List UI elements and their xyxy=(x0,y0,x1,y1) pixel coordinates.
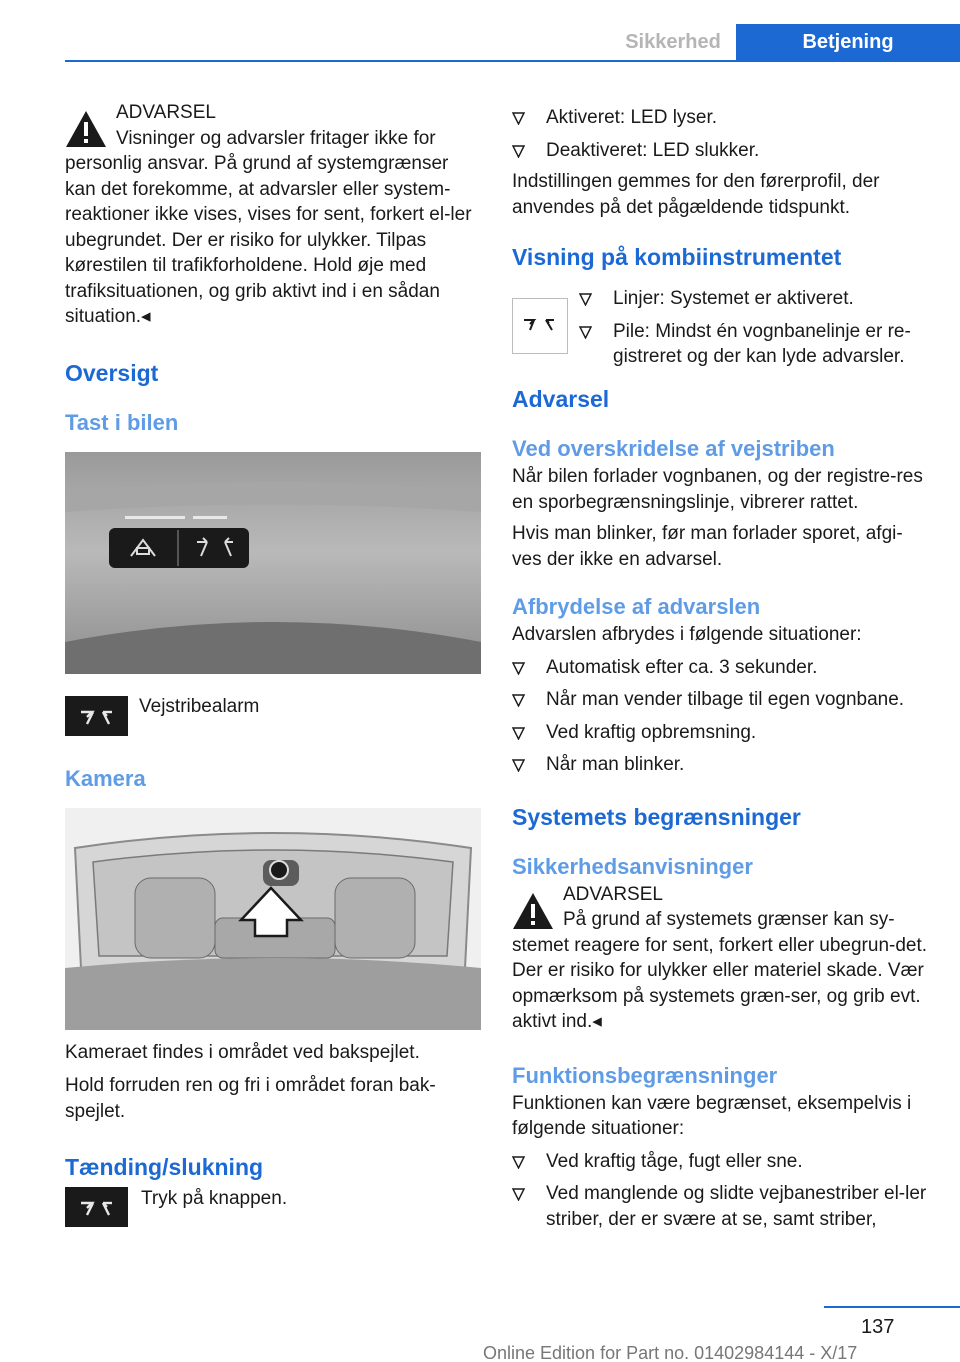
display-legend xyxy=(512,286,932,367)
lane-departure-icon xyxy=(65,696,128,736)
heading-afbrydelse: Afbrydelse af advarslen xyxy=(512,594,761,619)
list-item: Når man blinker. xyxy=(512,752,932,778)
button-caption: Vejstribealarm xyxy=(139,695,260,717)
bullet-triangle-icon xyxy=(512,112,525,125)
bullet-triangle-icon xyxy=(512,759,525,772)
lane-display-icon xyxy=(512,298,568,354)
bullet-triangle-icon xyxy=(512,727,525,740)
list-item: Automatisk efter ca. 3 sekunder. xyxy=(512,655,932,681)
afbrydelse-text: Advarslen afbrydes i følgende situationer: xyxy=(512,624,862,645)
right-column xyxy=(512,100,932,1232)
list-item: Ved kraftig opbremsning. xyxy=(512,720,932,746)
heading-visning: Visning på kombiinstrumentet xyxy=(512,244,842,270)
heading-oversigt: Oversigt xyxy=(65,359,159,386)
funktion-text: Funktionen kan være begrænset, eksempelvis i følgende situationer: xyxy=(512,1092,912,1139)
page-number: 137 xyxy=(861,1316,895,1338)
heading-taending-slukning: Tænding/slukning xyxy=(65,1154,264,1180)
warning-text: personlig ansvar. På grund af systemgrænser kan det forekomme, at advarsler eller system-reaktioner ikke vises, vises for sent, forkert el-ler ubegrundet. Der er risiko for ulykker. Tilpas kørestilen til trafikforholdene. Hold øje med trafiksituationen, og grib aktivt ind i en sådan situation.◂ xyxy=(65,153,472,327)
warning-text-first-line: Visninger og advarsler fritager ikke for xyxy=(116,127,436,149)
bullet-triangle-icon xyxy=(512,145,525,158)
heading-kamera: Kamera xyxy=(65,765,146,791)
header-rule xyxy=(65,60,960,62)
bullet-triangle-icon xyxy=(512,662,525,675)
car-button-photo xyxy=(65,452,481,674)
heading-advarsel: Advarsel xyxy=(512,386,610,412)
warning-title: ADVARSEL xyxy=(116,102,216,123)
bullet-triangle-icon xyxy=(512,694,525,707)
tab-sikkerhed[interactable]: Sikkerhed xyxy=(610,24,736,61)
warning-triangle-icon xyxy=(512,892,554,930)
heading-begraensninger: Systemets begrænsninger xyxy=(512,803,801,830)
bullet-triangle-icon xyxy=(579,326,592,339)
bullet-triangle-icon xyxy=(579,293,592,306)
list-item: Linjer: Systemet er aktiveret. xyxy=(579,286,932,312)
camera-text-1: Kameraet findes i området ved bakspejlet. xyxy=(65,1041,420,1063)
overskridelse-text-2: Hvis man blinker, før man forlader sporet, afgi-ves der ikke en advarsel. xyxy=(512,523,903,570)
camera-location-photo xyxy=(65,808,481,1030)
list-item: Ved kraftig tåge, fugt eller sne. xyxy=(512,1149,932,1175)
camera-text-2: Hold forruden ren og fri i området foran bak-spejlet. xyxy=(65,1075,436,1122)
header-tabs xyxy=(610,24,960,61)
warning-box xyxy=(65,100,481,330)
warning-box xyxy=(512,882,932,1035)
list-item: Aktiveret: LED lyser. xyxy=(512,105,932,131)
list-item: Pile: Mindst én vognbanelinje er re-gistreret og der kan lyde advarsler. xyxy=(579,319,932,370)
bullet-triangle-icon xyxy=(512,1156,525,1169)
overskridelse-text-1: Når bilen forlader vognbanen, og der registre-res en sporbegrænsningslinje, vibrerer rattet. xyxy=(512,466,923,513)
warning-title: ADVARSEL xyxy=(563,883,663,905)
press-button-row xyxy=(65,1186,481,1226)
button-legend xyxy=(65,696,481,736)
heading-funktionsbegraensninger: Funktionsbegrænsninger xyxy=(512,1062,778,1088)
tab-betjening[interactable]: Betjening xyxy=(736,24,960,61)
list-item: Ved manglende og slidte vejbanestriber el-ler striber, der er svære at se, samt striber, xyxy=(512,1181,932,1232)
list-item: Når man vender tilbage til egen vognbane. xyxy=(512,687,932,713)
press-button-text: Tryk på knappen. xyxy=(141,1188,288,1209)
list-item: Deaktiveret: LED slukker. xyxy=(512,138,932,164)
left-column xyxy=(65,100,481,1226)
bullet-triangle-icon xyxy=(512,1188,525,1201)
heading-sikkerhedsanvisninger: Sikkerhedsanvisninger xyxy=(512,853,753,879)
warning-text-first-line: På grund af systemets grænser kan sy- xyxy=(563,909,895,930)
footer-edition: Online Edition for Part no. 01402984144 - X/17 xyxy=(483,1343,858,1362)
heading-tast-i-bilen: Tast i bilen xyxy=(65,409,179,435)
warning-triangle-icon xyxy=(65,110,107,148)
heading-overskridelse: Ved overskridelse af vejstriben xyxy=(512,436,835,461)
footer-rule xyxy=(824,1306,960,1308)
settings-text: Indstillingen gemmes for den førerprofil, der anvendes på det pågældende tidspunkt. xyxy=(512,171,880,218)
lane-departure-icon xyxy=(65,1187,128,1227)
warning-text: stemet reagere for sent, forkert eller ubegrun-det. Der er risiko for ulykker eller materiel skade. Vær opmærksom på systemets græn-ser, og grib evt. aktivt ind.◂ xyxy=(512,934,928,1032)
